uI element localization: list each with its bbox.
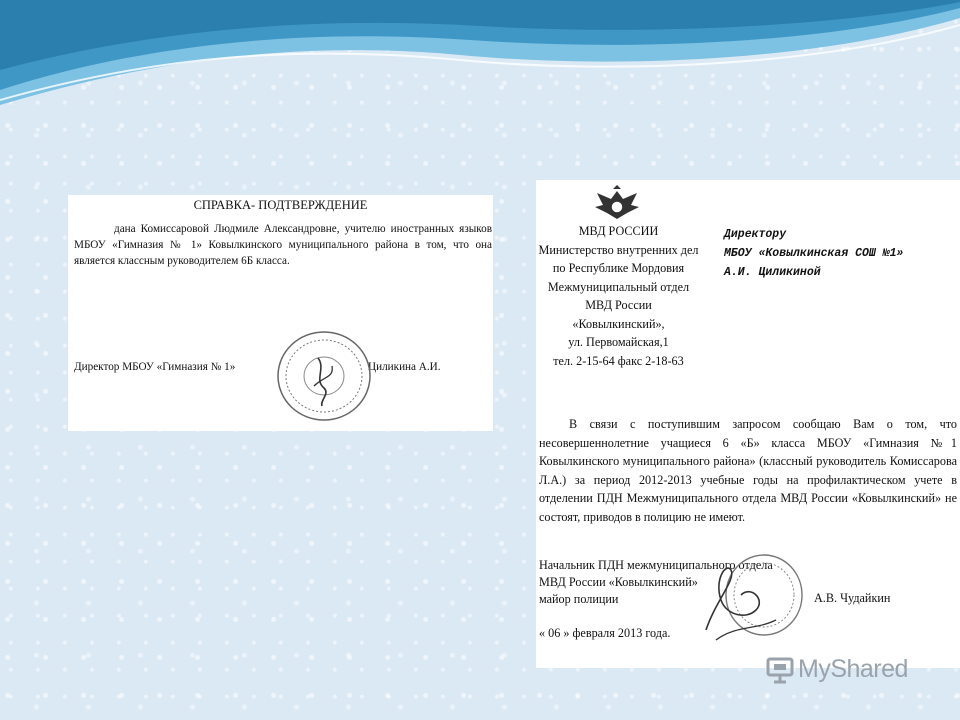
letter-body: В связи с поступившим запросом сообщаю Вам о том, что несовершеннолетние учащиеся 6 «Б» класса МБОУ «Гимназия №1 Ковылкинского муниципального района» (классный руководитель Комиссарова Л.А.) за период 2012-2013 учебные годы на профилактическом учете в отделении ПДН Межмуниципального отдела МВД России «Ковылкинский» не состоят, приводов в полицию не имеют. — [539, 417, 957, 524]
org-line: МВД РОССИИ — [578, 224, 659, 238]
organization-block — [536, 222, 701, 370]
org-line: тел. 2-15-64 факс 2-18-63 — [553, 353, 684, 368]
addressee-block — [724, 225, 903, 282]
signer-line: МВД России «Ковылкинский» — [539, 575, 698, 589]
org-line: МВД России — [585, 298, 652, 312]
certificate-signer-title: Директор МБОУ «Гимназия № 1» — [74, 361, 236, 373]
eagle-emblem-icon — [593, 185, 641, 225]
certificate-title: СПРАВКА- ПОДТВЕРЖДЕНИЕ — [193, 198, 368, 212]
stamp-signature-icon — [696, 540, 806, 650]
presentation-board-icon — [765, 656, 795, 684]
letter-date: « 06 » февраля 2013 года. — [539, 626, 671, 640]
certificate-body: дана Комиссаровой Людмиле Александровне, учителю иностранных языков МБОУ «Гимназия № 1» Ковылкинского муниципального района в том, что она является классным руководителем 6Б класса. — [74, 223, 492, 267]
letter-signer-name: А.В. Чудайкин — [814, 591, 891, 605]
org-line: «Ковылкинский», — [572, 316, 665, 331]
header-wave — [0, 0, 960, 110]
addressee-line: А.И. Циликиной — [724, 266, 821, 279]
police-letter-document — [536, 180, 960, 668]
addressee-line: МБОУ «Ковылкинская СОШ №1» — [724, 247, 904, 260]
round-stamp-icon — [274, 328, 374, 424]
certificate-document — [68, 195, 493, 431]
addressee-line: Директору — [724, 228, 787, 241]
certificate-signer-name: Циликина А.И. — [368, 361, 441, 373]
signer-line: майор полиции — [539, 592, 619, 606]
org-line: ул. Первомайская,1 — [568, 335, 669, 349]
logo-text: MyShared — [798, 655, 908, 683]
myshared-logo — [765, 655, 908, 684]
org-line: Межмуниципальный отдел — [547, 279, 690, 294]
signer-line: Начальник ПДН межмуниципального отдела — [539, 558, 773, 572]
org-line: по Республике Мордовия — [552, 261, 685, 275]
org-line: Министерство внутренних дел — [538, 242, 699, 257]
